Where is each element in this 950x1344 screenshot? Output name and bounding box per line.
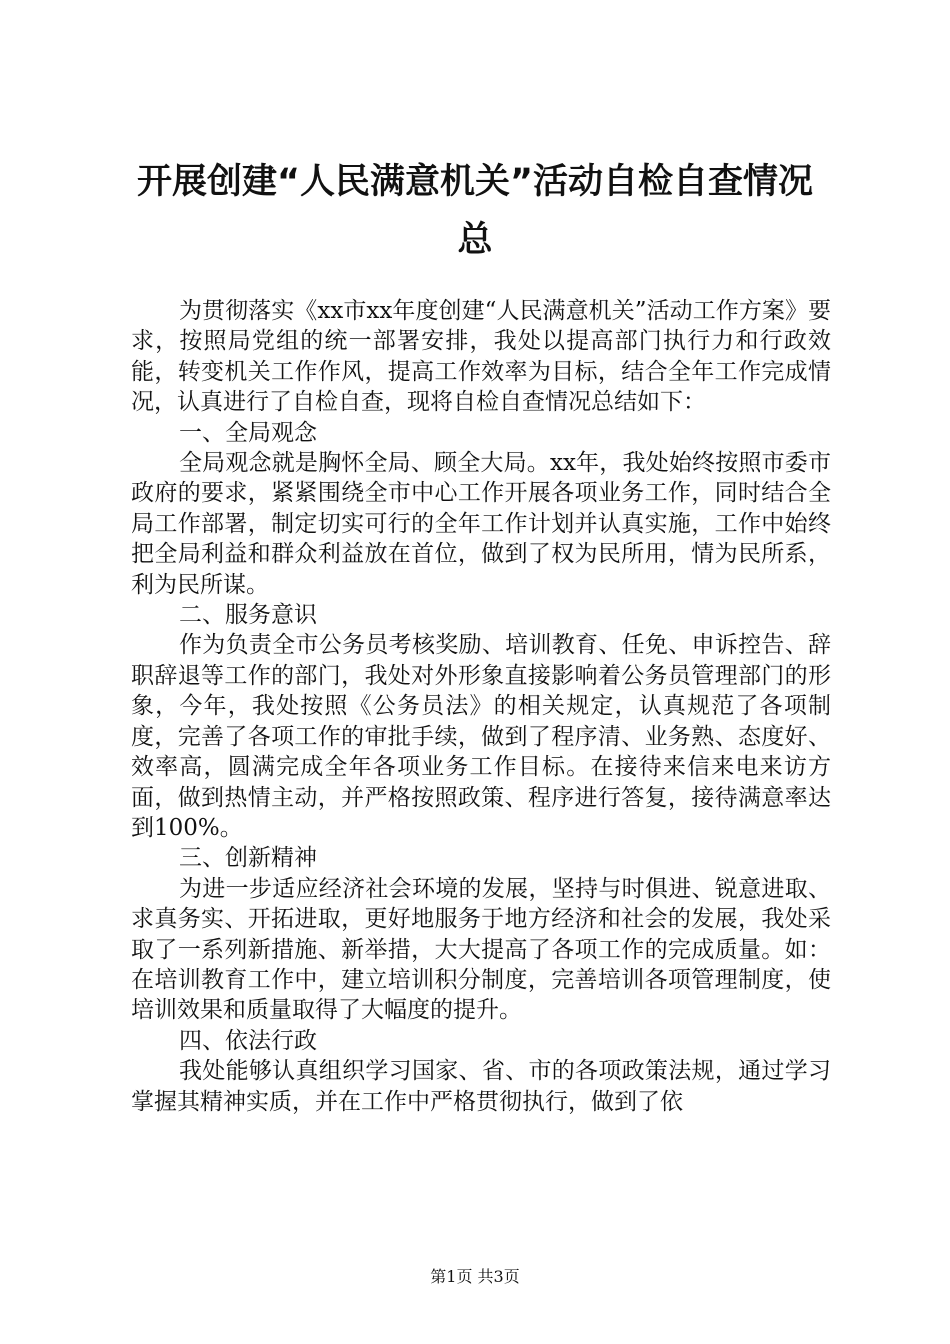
- document-body: [131, 296, 831, 1117]
- document-title-line-1: 开展创建“人民满意机关”活动自检自查情况: [136, 162, 813, 202]
- document-title-line-2: 总: [457, 220, 493, 260]
- section-heading-1: 一、全局观念: [179, 419, 317, 446]
- section-paragraph-1: 全局观念就是胸怀全局、顾全大局。xx年，我处始终按照市委市政府的要求，紧紧围绕全市中心工作开展各项业务工作，同时结合全局工作部署，制定切实可行的全年工作计划并认真实施，工作中始终把全局利益和群众利益放在首位，做到了权为民所用，情为民所系，利为民所谋。: [131, 450, 831, 598]
- section-paragraph-4: 我处能够认真组织学习国家、省、市的各项政策法规，通过学习掌握其精神实质，并在工作中严格贯彻执行，做到了依: [131, 1058, 831, 1115]
- section-heading-3: 三、创新精神: [179, 845, 317, 872]
- section-paragraph-3: 为进一步适应经济社会环境的发展，坚持与时俱进、锐意进取、求真务实、开拓进取，更好地服务于地方经济和社会的发展，我处采取了一系列新措施、新举措，大大提高了各项工作的完成质量。如：在培训教育工作中，建立培训积分制度，完善培训各项管理制度，使培训效果和质量取得了大幅度的提升。: [131, 875, 831, 1024]
- section-paragraph-2: 作为负责全市公务员考核奖励、培训教育、任免、申诉控告、辞职辞退等工作的部门，我处对外形象直接影响着公务员管理部门的形象，今年，我处按照《公务员法》的相关规定，认真规范了各项制度，完善了各项工作的审批手续，做到了程序清、业务熟、态度好、效率高，圆满完成全年各项业务工作目标。在接待来信来电来访方面，做到热情主动，并严格按照政策、程序进行答复，接待满意率达到100%。: [131, 632, 831, 841]
- page-number-footer: 第1页 共3页: [430, 1267, 520, 1286]
- intro-paragraph: 为贯彻落实《xx市xx年度创建“人民满意机关”活动工作方案》要求，按照局党组的统一部署安排，我处以提高部门执行力和行政效能，转变机关工作作风，提高工作效率为目标，结合全年工作完成情况，认真进行了自检自查，现将自检自查情况总结如下：: [131, 298, 831, 416]
- section-heading-2: 二、服务意识: [179, 602, 317, 629]
- section-heading-4: 四、依法行政: [179, 1027, 317, 1054]
